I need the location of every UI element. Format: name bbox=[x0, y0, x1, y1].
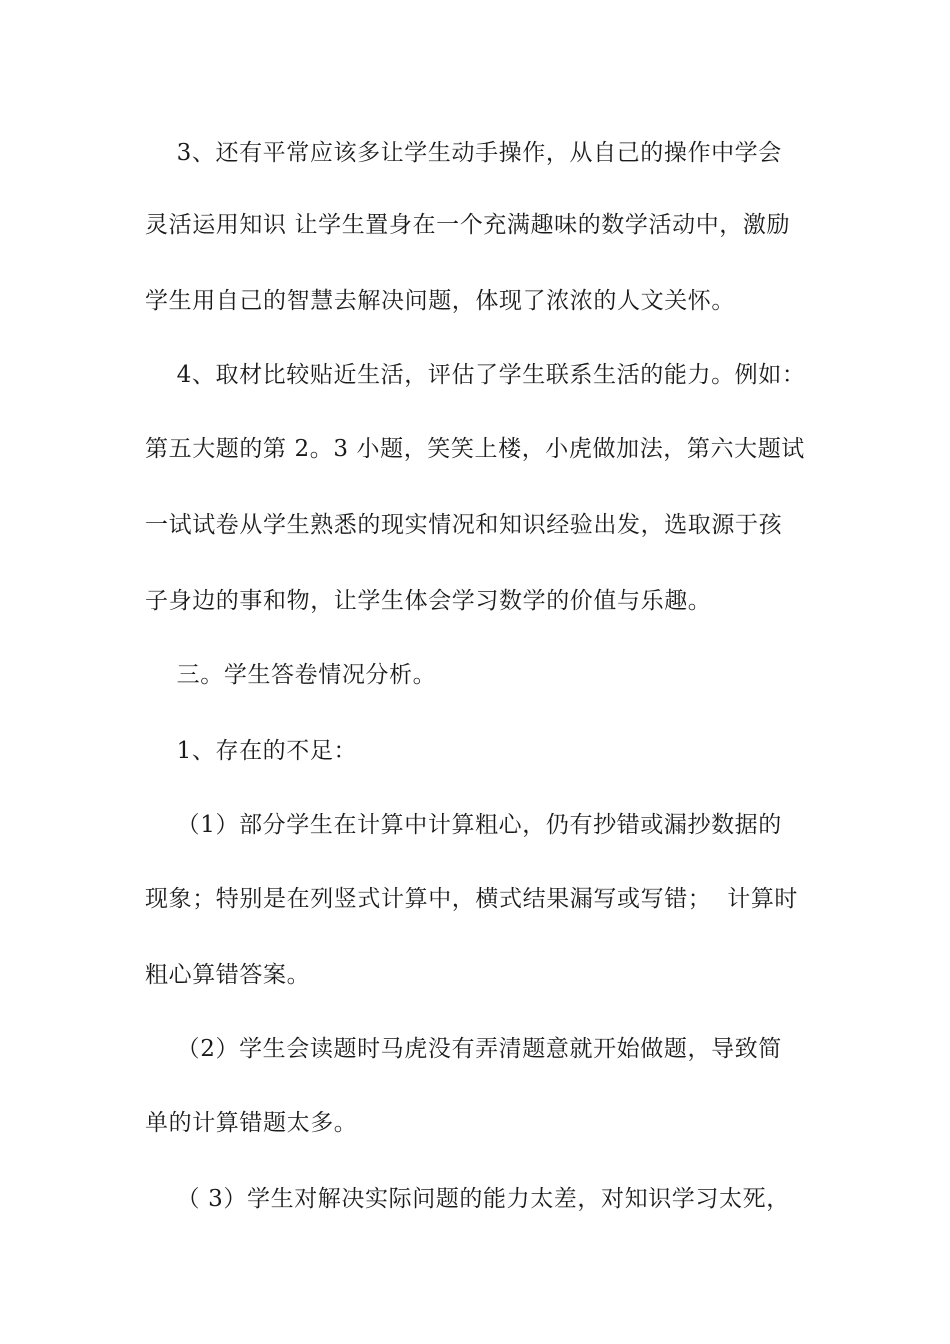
section-heading: 三。学生答卷情况分析。 bbox=[145, 662, 437, 688]
text-line-10: （1）部分学生在计算中计算粗心，仍有抄错或漏抄数据的 bbox=[145, 812, 782, 838]
text-line-11: 现象；特别是在列竖式计算中，横式结果漏写或写错； 计算时 bbox=[145, 886, 799, 912]
text-line-2: 灵活运用知识 让学生置身在一个充满趣味的数学活动中，激励 bbox=[145, 212, 791, 238]
text-line-7: 子身边的事和物，让学生体会学习数学的价值与乐趣。 bbox=[145, 588, 712, 614]
text-line-12: 粗心算错答案。 bbox=[145, 962, 311, 988]
text-line-13: （2）学生会读题时马虎没有弄清题意就开始做题，导致简 bbox=[145, 1036, 782, 1062]
text-line-4: 4、取材比较贴近生活，评估了学生联系生活的能力。例如： bbox=[145, 362, 806, 388]
text-line-5: 第五大题的第 2。3 小题，笑笑上楼，小虎做加法，第六大题试 bbox=[145, 436, 805, 462]
text-line-3: 学生用自己的智慧去解决问题，体现了浓浓的人文关怀。 bbox=[145, 288, 735, 314]
text-line-14: 单的计算错题太多。 bbox=[145, 1110, 358, 1136]
text-line-1: 3、还有平常应该多让学生动手操作，从自己的操作中学会 bbox=[145, 140, 782, 166]
text-line-6: 一试试卷从学生熟悉的现实情况和知识经验出发，选取源于孩 bbox=[145, 512, 783, 538]
text-line-15: （ 3）学生对解决实际问题的能力太差，对知识学习太死， bbox=[145, 1186, 790, 1212]
subsection-heading: 1、存在的不足： bbox=[145, 738, 358, 764]
